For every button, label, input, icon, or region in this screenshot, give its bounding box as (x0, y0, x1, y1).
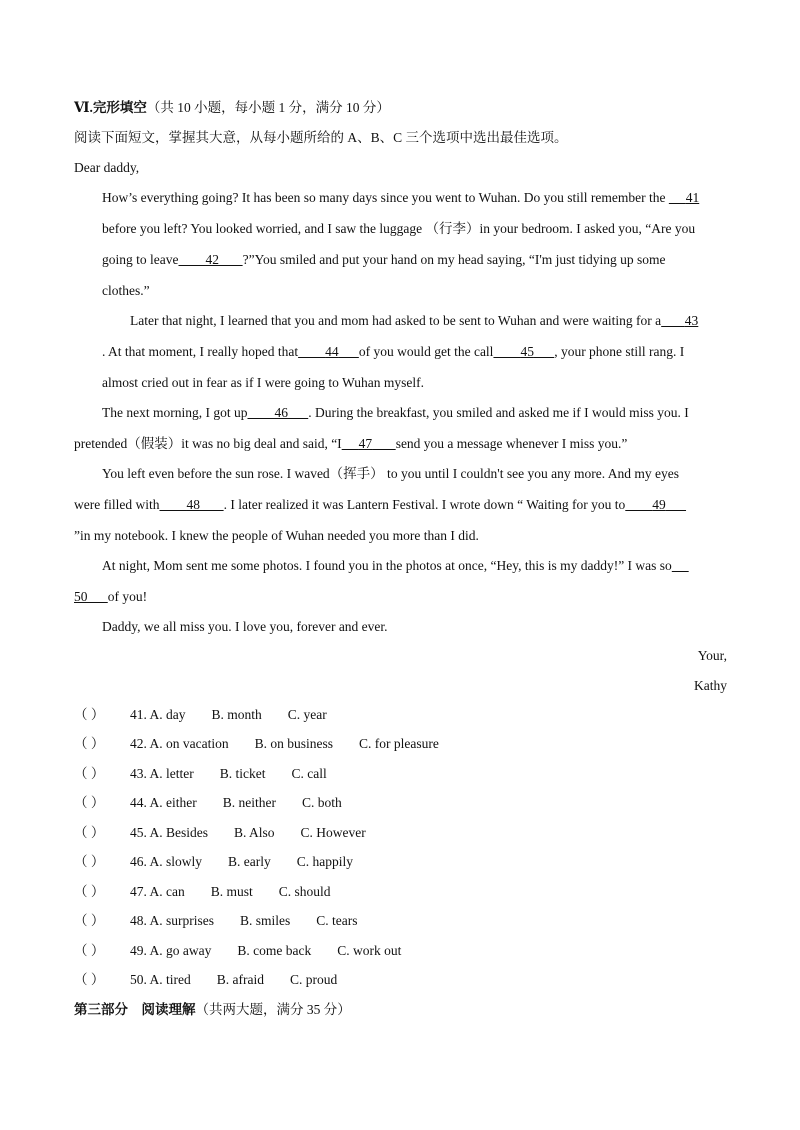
answer-blank[interactable]: （ ） (74, 766, 105, 781)
section-title: Ⅵ.完形填空 (74, 100, 147, 115)
answer-blank[interactable]: （ ） (74, 854, 105, 869)
question-41: （ ） 41. A. day B. month C. year (74, 707, 327, 722)
blank-49: 49 (652, 497, 666, 512)
blank-41: 41 (685, 190, 700, 205)
answer-blank[interactable]: （ ） (74, 972, 105, 987)
letter-line: Later that night, I learned that you and mom had asked to be sent to Wuhan and were waiting for a 43 (130, 313, 699, 328)
letter-line: before you left? You looked worried, and I saw the luggage （行李）in your bedroom. I asked you, “Are you (102, 221, 696, 236)
letter-greeting: Dear daddy, (74, 160, 140, 175)
letter-line: How’s everything going? It has been so many days since you went to Wuhan. Do you still remember the 41 (102, 190, 700, 205)
part3-note: （共两大题，满分 35 分） (195, 1002, 351, 1017)
letter-line: clothes.” (102, 283, 150, 298)
question-47: （ ） 47. A. can B. must C. should (74, 884, 331, 899)
blank-42: 42 (205, 252, 219, 267)
part3-title: 第三部分 阅读理解 (74, 1002, 196, 1017)
part3-heading (74, 1001, 351, 1019)
question-50: （ ） 50. A. tired B. afraid C. proud (74, 972, 338, 987)
question-49: （ ） 49. A. go away B. come back C. work out (74, 943, 402, 958)
answer-blank[interactable]: （ ） (74, 884, 105, 899)
blank-48: 48 (186, 497, 200, 512)
blank-44: 44 (325, 344, 339, 359)
letter-closing: Your, (697, 648, 727, 663)
letter-signature: Kathy (694, 678, 727, 693)
blank-47: 47 (358, 436, 373, 451)
question-48: （ ） 48. A. surprises B. smiles C. tears (74, 913, 358, 928)
section-note: （共 10 小题，每小题 1 分，满分 10 分） (146, 100, 390, 115)
blank-46: 46 (274, 405, 288, 420)
letter-line: going to leave 42 ?”You smiled and put your hand on my head saying, “I'm just tidying up some (102, 252, 666, 267)
section-instruction: 阅读下面短文，掌握其大意，从每小题所给的 A、B、C 三个选项中选出最佳选项。 (74, 130, 568, 145)
question-43: （ ） 43. A. letter B. ticket C. call (74, 766, 327, 781)
answer-blank[interactable]: （ ） (74, 825, 105, 840)
answer-blank[interactable]: （ ） (74, 943, 105, 958)
answer-blank[interactable]: （ ） (74, 707, 105, 722)
letter-line: pretended（假装）it was no big deal and said, “I 47 send you a message whenever I miss you.” (74, 436, 628, 451)
letter-line: almost cried out in fear as if I were going to Wuhan myself. (102, 375, 424, 390)
answer-blank[interactable]: （ ） (74, 736, 105, 751)
letter-line: 50 of you! (74, 589, 148, 604)
letter-line: Daddy, we all miss you. I love you, forever and ever. (102, 619, 388, 634)
section-heading (74, 99, 390, 117)
letter-line: . At that moment, I really hoped that 44 of you would get the call 45 , your phone still rang. I (102, 344, 685, 359)
blank-45: 45 (520, 344, 534, 359)
letter-line: ”in my notebook. I knew the people of Wuhan needed you more than I did. (74, 528, 479, 543)
answer-blank[interactable]: （ ） (74, 913, 105, 928)
question-44: （ ） 44. A. either B. neither C. both (74, 795, 342, 810)
question-42: （ ） 42. A. on vacation B. on business C. for pleasure (74, 736, 439, 751)
question-46: （ ） 46. A. slowly B. early C. happily (74, 854, 354, 869)
question-45: （ ） 45. A. Besides B. Also C. However (74, 825, 366, 840)
answer-blank[interactable]: （ ） (74, 795, 105, 810)
letter-line: The next morning, I got up 46 . During the breakfast, you smiled and asked me if I would miss you. I (102, 405, 689, 420)
letter-line: You left even before the sun rose. I waved（挥手） to you until I couldn't see you any more. And my eyes (102, 466, 679, 481)
letter-line: At night, Mom sent me some photos. I found you in the photos at once, “Hey, this is my daddy!” I was so (102, 557, 689, 575)
blank-50: 50 (74, 589, 88, 604)
blank-50-start (672, 558, 689, 573)
blank-43: 43 (684, 313, 699, 328)
letter-line: were filled with 48 . I later realized it was Lantern Festival. I wrote down “ Waiting for you to 49 (74, 496, 686, 514)
